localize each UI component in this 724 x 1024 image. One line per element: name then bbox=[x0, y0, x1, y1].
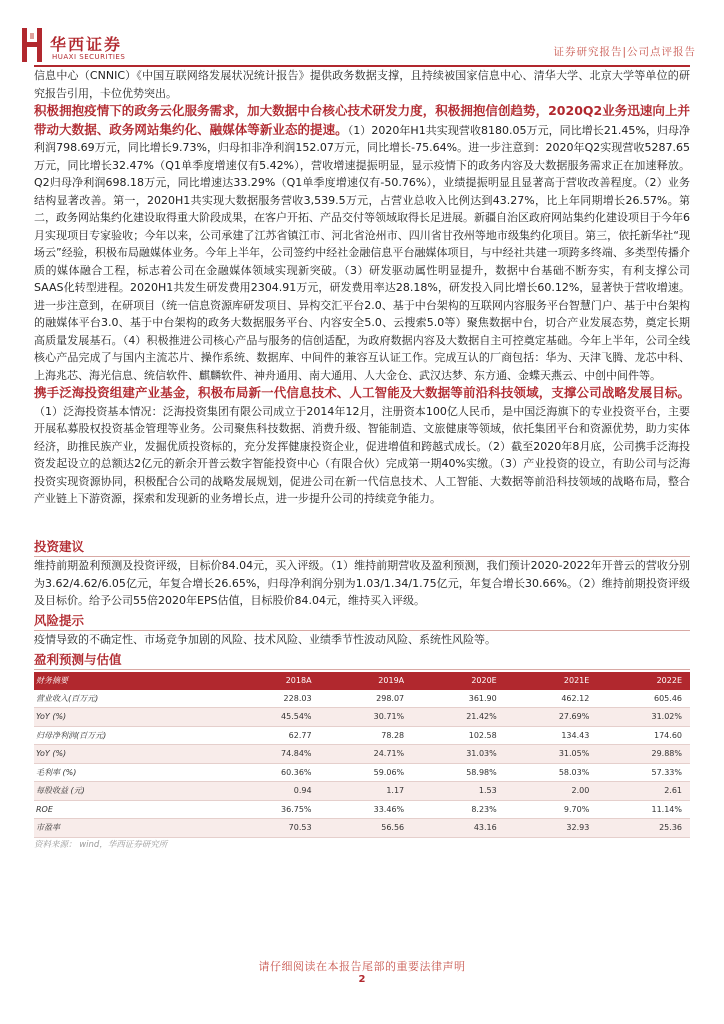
table-cell: 102.58 bbox=[412, 726, 505, 745]
intro-paragraph: 信息中心（CNNIC）《中国互联网络发展状况统计报告》提供政务数据支撑，且持续被国家信息中心、清华大学、北京大学等单位的研究报告引用，卡位优势突出。 bbox=[34, 69, 690, 100]
table-cell: 归母净利润(百万元) bbox=[34, 726, 227, 745]
forecast-title: 盈利预测与估值 bbox=[34, 651, 122, 667]
table-cell: 134.43 bbox=[505, 726, 598, 745]
table-header: 2019A bbox=[320, 672, 413, 690]
paragraph-text: （1）泛海投资基本情况：泛海投资集团有限公司成立于2014年12月，注册资本100亿人民币，是中国泛海旗下的专业投资平台，主要开展私募股权投资基金管理等业务。公司聚焦科技数据、消费升级、智能制造、文旅健康等领域，依托集团平台和资源优势，助力实体经济，助推民族产业，发掘优质投资标的，充分发挥健康投资企业，促进增值和跨越式成长。（2）截至2020年8月底，公司携手泛海投资发起设立的总额达2亿元的新余开普云数字智能投资中心（有限合伙）完成第一期40%实缴。（3）产业投资的设立，有助公司与泛海投资实现资源协同，积极配合公司的战略发展规划，促进公司在新一代信息技术、人工智能、大数据等前沿科技领域的战略布局，整合产业链上下游资源，探索和发现新的业务增长点，进一步提升公司的持续竞争能力。 bbox=[34, 404, 690, 505]
paragraph-highlight: 积极拥抱疫情下的政务云化服务需求，加大数据中台核心技术研发力度，积极拥抱信创趋势，2020Q2业务迅速向上并带动大数据、政务网站集约化、融媒体等新业态的提速。 bbox=[34, 103, 690, 137]
table-header: 2022E bbox=[597, 672, 690, 690]
table-cell: 31.02% bbox=[597, 708, 690, 727]
table-cell: 32.93 bbox=[505, 819, 598, 838]
paragraph-text: （1）2020年H1共实现营收8180.05万元，同比增长21.45%，归母净利润798.69万元，同比增长9.73%，归母扣非净利润152.07万元，同比增长-75.64%。进一步注意到：2020年Q2实现营收5287.65万元，同比增长32.47%（Q1单季度增速仅有5.42%），营收增速提振明显，显示疫情下的政务内容及大数据服务需求正在加速释放。Q2归母净利润698.18万元，同比增速达33.29%（Q1单季度增速仅有-50.76%），业绩提振明显且显著高于营收改善程度。（2）业务结构显著改善。第一，2020H1共实现大数据服务营收3,539.5万元，占营业总收入比例达到43.27%，比上年同期增长26.57%。第二，政务网站集约化建设取得重大阶段成果，在客户开拓、产品交付等领域取得长足进展。新疆自治区政府网站集约化建设项目于今年6月实现项目专家验收；今年以来，公司承建了江苏省镇江市、河北省沧州市、四川省甘孜州等地市级集约化项目。第三，依托新华社“现场云”经验，积极布局融媒体业务。今年上半年，公司签约中经社金融信息平台融媒体项目，与中经社共建一项跨多终端、多类型传播介质的媒体融合工程，标志着公司在金融媒体领域实现新突破。（3）研发驱动属性明显提升，数据中台基础不断夯实，有利支撑公司SAAS化转型进程。2020H1共发生研发费用2304.91万元，研发费用率达28.18%，研发投入同比增长60.12%，显著快于营收增速。进一步注意到，在研项目（统一信息资源库研发项目、异构交汇平台2.0、基于中台架构的互联网内容服务平台智慧门户、基于中台架构的融媒体平台3.0、基于中台架构的政务大数据服务平台、内容安全5.0、云搜索5.0等）聚焦数据中台，切合产业发展态势，奠定长期高质量发展基石。（4）积极推进公司核心产品与服务的信创适配，为政府数据内容及大数据自主可控奠定基础。今年上半年，公司全线核心产品完成了与国内主流芯片、操作系统、数据库、中间件的兼容互认证工作。完成互认的厂商包括：华为、天津飞腾、龙芯中科、上海兆芯、海光信息、统信软件、麒麟软件、神舟通用、南大通用、人大金仓、武汉达梦、东方通、金蝶天燕云、中创中间件等。 bbox=[34, 123, 690, 382]
table-row bbox=[34, 745, 690, 764]
table-cell: 0.94 bbox=[227, 782, 320, 801]
table-cell: 74.84% bbox=[227, 745, 320, 764]
forecast-heading-wrap bbox=[34, 651, 690, 671]
risk-heading-wrap bbox=[34, 612, 690, 632]
table-cell: 31.03% bbox=[412, 745, 505, 764]
brand-name: 华西证券 bbox=[50, 35, 123, 54]
table-cell: 每股收益 (元) bbox=[34, 782, 227, 801]
table-cell: 8.23% bbox=[412, 800, 505, 819]
paragraph-highlight: 携手泛海投资组建产业基金，积极布局新一代信息技术、人工智能及大数据等前沿科技领域，支撑公司战略发展目标。 bbox=[34, 385, 690, 400]
table-row bbox=[34, 690, 690, 708]
table-cell: 31.05% bbox=[505, 745, 598, 764]
table-cell: 58.03% bbox=[505, 763, 598, 782]
table-cell: 174.60 bbox=[597, 726, 690, 745]
table-cell: YoY (%) bbox=[34, 708, 227, 727]
section-spacer bbox=[34, 508, 690, 528]
table-cell: 营业收入(百万元) bbox=[34, 690, 227, 708]
table-cell: 43.16 bbox=[412, 819, 505, 838]
table-cell: 市盈率 bbox=[34, 819, 227, 838]
table-header-row bbox=[34, 672, 690, 690]
table-header: 2020E bbox=[412, 672, 505, 690]
table-cell: 57.33% bbox=[597, 763, 690, 782]
investment-advice-title: 投资建议 bbox=[34, 538, 85, 554]
risk-warning-title: 风险提示 bbox=[34, 612, 85, 628]
table-cell: 56.56 bbox=[320, 819, 413, 838]
table-row bbox=[34, 782, 690, 801]
legal-disclaimer: 请仔细阅读在本报告尾部的重要法律声明 bbox=[258, 960, 466, 973]
table-cell: ROE bbox=[34, 800, 227, 819]
table-cell: 29.88% bbox=[597, 745, 690, 764]
forecast-table bbox=[34, 672, 690, 838]
table-cell: 21.42% bbox=[412, 708, 505, 727]
table-header: 2021E bbox=[505, 672, 598, 690]
table-cell: 58.98% bbox=[412, 763, 505, 782]
table-header: 2018A bbox=[227, 672, 320, 690]
investment-advice-text: 维持前期盈利预测及投资评级，目标价84.04元，买入评级。（1）维持前期营收及盈利预测，我们预计2020-2022年开普云的营收分别为3.62/4.62/6.05亿元，年复合增长26.65%，归母净利润分别为1.03/1.34/1.75亿元，年复合增长30.66%。（2）维持前期投资评级及目标价。给予公司55倍2020年EPS估值，目标股价84.04元，维持买入评级。 bbox=[34, 559, 690, 607]
table-cell: 60.36% bbox=[227, 763, 320, 782]
table-cell: 45.54% bbox=[227, 708, 320, 727]
table-cell: 78.28 bbox=[320, 726, 413, 745]
table-row bbox=[34, 726, 690, 745]
huaxi-logo-icon bbox=[22, 28, 42, 62]
table-cell: 605.46 bbox=[597, 690, 690, 708]
table-cell: 33.46% bbox=[320, 800, 413, 819]
table-row bbox=[34, 708, 690, 727]
paragraph-industry-fund bbox=[34, 384, 690, 508]
table-cell: 228.03 bbox=[227, 690, 320, 708]
table-cell: 59.06% bbox=[320, 763, 413, 782]
report-header bbox=[0, 0, 724, 70]
table-cell: 2.00 bbox=[505, 782, 598, 801]
report-body bbox=[34, 67, 690, 852]
table-cell: 27.69% bbox=[505, 708, 598, 727]
table-cell: 1.53 bbox=[412, 782, 505, 801]
table-cell: 2.61 bbox=[597, 782, 690, 801]
risk-warning-text: 疫情导致的不确定性、市场竞争加剧的风险、技术风险、业绩季节性波动风险、系统性风险等。 bbox=[34, 633, 496, 646]
table-cell: 毛利率 (%) bbox=[34, 763, 227, 782]
table-cell: 36.75% bbox=[227, 800, 320, 819]
investment-heading-wrap bbox=[34, 538, 690, 558]
table-cell: 1.17 bbox=[320, 782, 413, 801]
table-row bbox=[34, 763, 690, 782]
table-cell: 361.90 bbox=[412, 690, 505, 708]
table-cell: 24.71% bbox=[320, 745, 413, 764]
table-header: 财务摘要 bbox=[34, 672, 227, 690]
table-cell: 9.70% bbox=[505, 800, 598, 819]
table-cell: 298.07 bbox=[320, 690, 413, 708]
table-cell: 30.71% bbox=[320, 708, 413, 727]
table-cell: 462.12 bbox=[505, 690, 598, 708]
table-row bbox=[34, 800, 690, 819]
paragraph-gov-cloud bbox=[34, 102, 690, 384]
table-cell: 70.53 bbox=[227, 819, 320, 838]
data-source-note: 资料来源： wind，华西证券研究所 bbox=[34, 839, 168, 850]
page-number: 2 bbox=[358, 974, 366, 985]
table-cell: YoY (%) bbox=[34, 745, 227, 764]
table-cell: 11.14% bbox=[597, 800, 690, 819]
table-cell: 62.77 bbox=[227, 726, 320, 745]
table-cell: 25.36 bbox=[597, 819, 690, 838]
report-type: 证券研究报告|公司点评报告 bbox=[553, 46, 696, 58]
table-row bbox=[34, 819, 690, 838]
brand-name-en: HUAXI SECURITIES bbox=[52, 53, 126, 61]
